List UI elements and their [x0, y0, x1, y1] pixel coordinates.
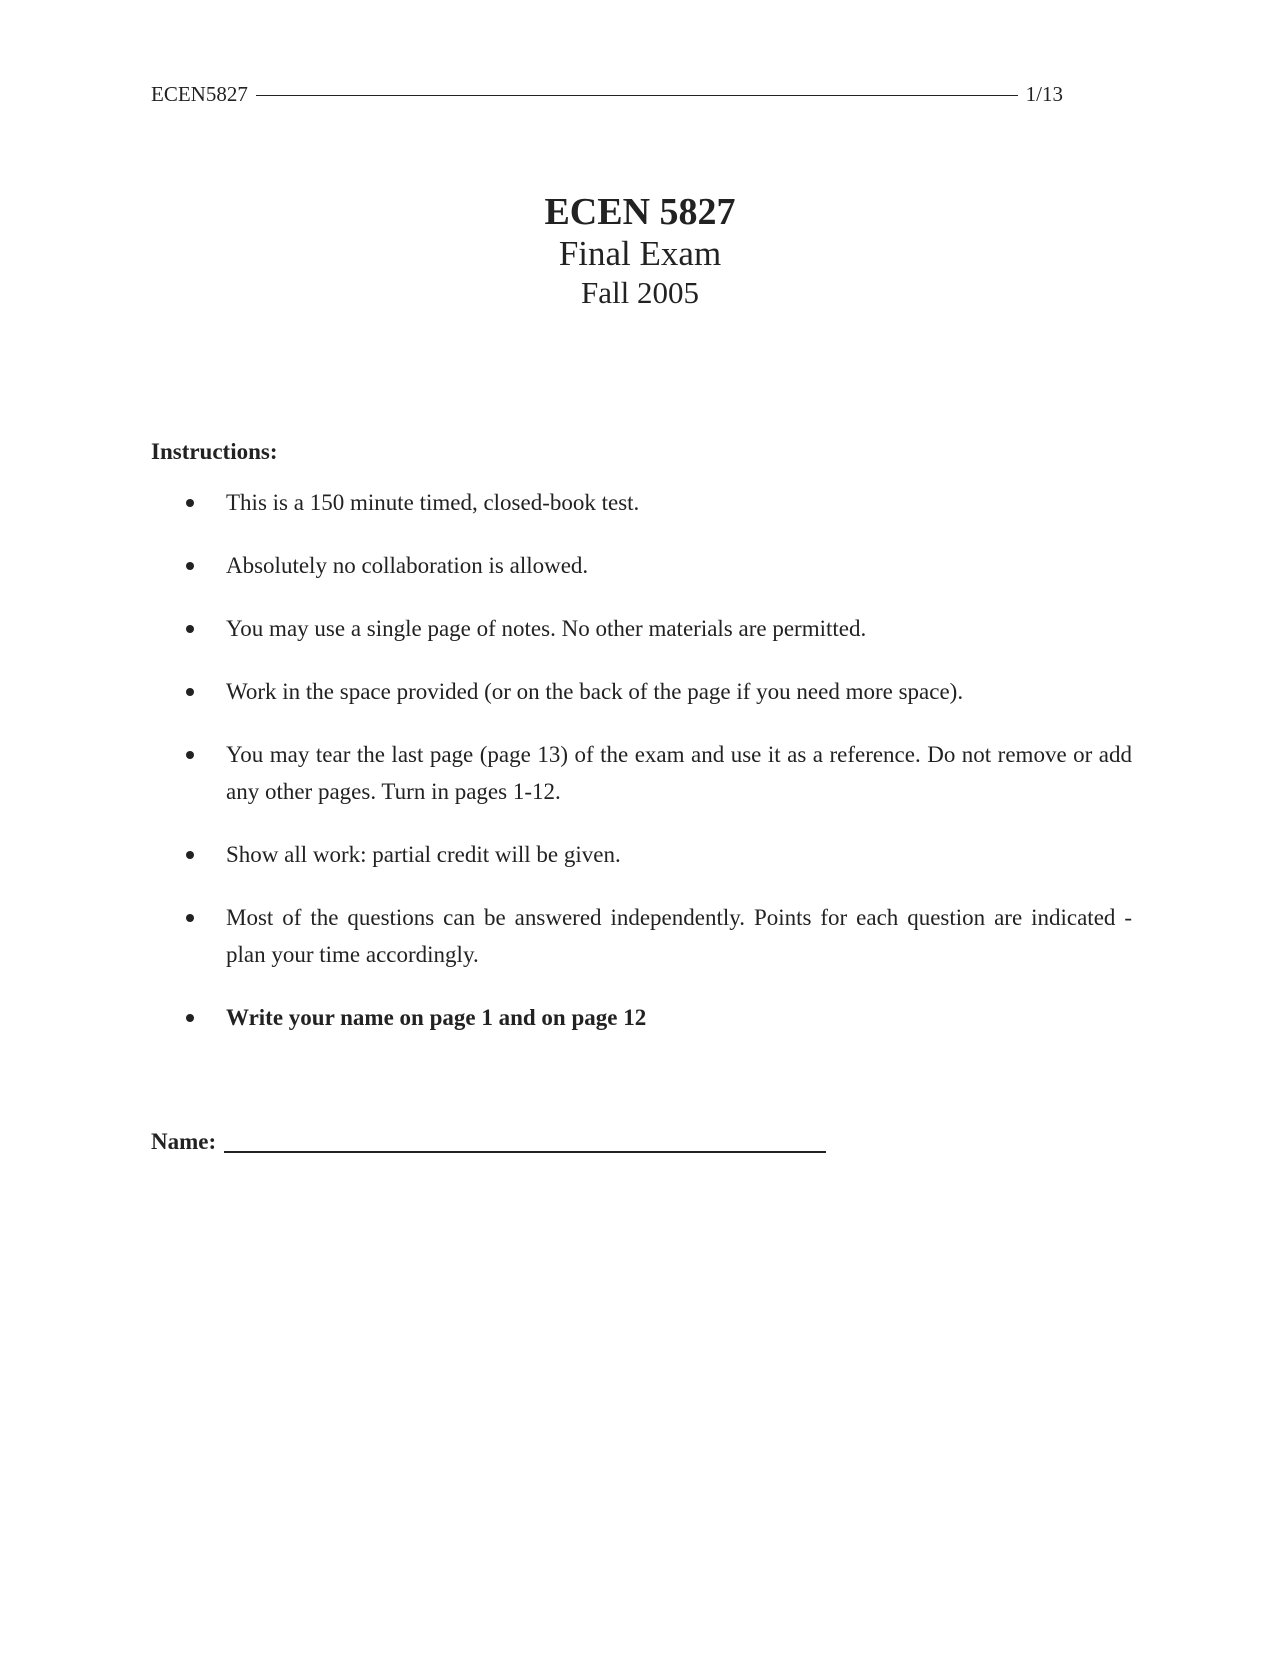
list-item	[151, 484, 1132, 521]
instruction-text: Most of the questions can be answered independently. Points for each question are indicated - plan your time accordingly.	[226, 905, 1132, 967]
exam-term: Fall 2005	[581, 275, 699, 310]
instruction-text: Work in the space provided (or on the back of the page if you need more space).	[226, 679, 964, 704]
name-label: Name:	[151, 1129, 217, 1154]
bullet-icon	[186, 851, 194, 859]
bullet-icon	[186, 751, 194, 759]
course-title: ECEN 5827	[544, 191, 736, 233]
instructions-heading: Instructions:	[151, 439, 278, 464]
list-item	[151, 547, 1132, 584]
list-item	[151, 673, 1132, 710]
list-item	[151, 736, 1132, 810]
bullet-icon	[186, 688, 194, 696]
bullet-icon	[186, 499, 194, 507]
bullet-icon	[186, 914, 194, 922]
list-item	[151, 610, 1132, 647]
bullet-icon	[186, 1014, 194, 1022]
instruction-text: Absolutely no collaboration is allowed.	[226, 553, 589, 578]
list-item	[151, 999, 1132, 1036]
instruction-list	[151, 484, 1132, 1062]
bullet-icon	[186, 562, 194, 570]
page-header	[151, 80, 1063, 108]
bullet-icon	[186, 625, 194, 633]
instruction-text: This is a 150 minute timed, closed-book test.	[226, 490, 640, 515]
instruction-text: You may use a single page of notes. No other materials are permitted.	[226, 616, 867, 641]
title-block	[0, 190, 1280, 312]
exam-title: Final Exam	[558, 234, 722, 273]
header-page-number: 1/13	[1025, 82, 1063, 106]
instruction-text: Show all work: partial credit will be given.	[226, 842, 621, 867]
header-course-code: ECEN5827	[151, 82, 248, 106]
instruction-text: Write your name on page 1 and on page 12	[226, 1005, 647, 1030]
instruction-text: You may tear the last page (page 13) of the exam and use it as a reference. Do not remove or add any other pages. Turn in pages 1-12.	[226, 742, 1132, 804]
list-item	[151, 899, 1132, 973]
header-rule	[256, 95, 1018, 96]
list-item	[151, 836, 1132, 873]
name-blank-line[interactable]	[224, 1151, 826, 1153]
name-field	[151, 1127, 826, 1157]
